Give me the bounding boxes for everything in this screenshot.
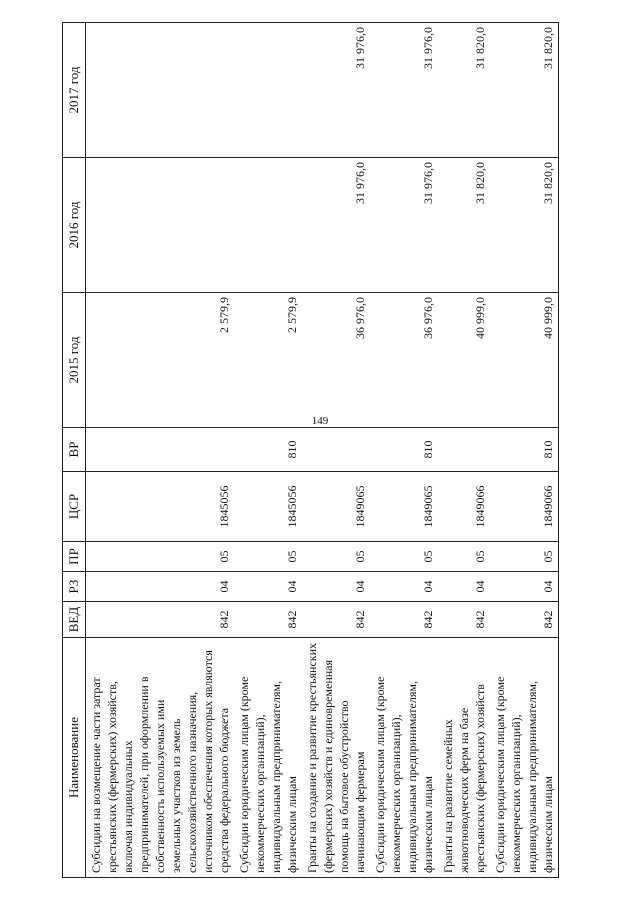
row-2015: 40 999,0 <box>438 293 490 428</box>
row-name-cell <box>86 638 235 878</box>
row-pr: 05 <box>370 542 438 572</box>
row-vr: 810 <box>234 428 302 472</box>
row-2017 <box>234 23 302 158</box>
budget-table <box>62 22 559 878</box>
header-csr: ЦСР <box>63 472 86 542</box>
row-pr: 05 <box>490 542 559 572</box>
table-row <box>86 23 235 878</box>
row-ved: 842 <box>370 602 438 638</box>
header-ved: ВЕД <box>63 602 86 638</box>
row-name-cell <box>302 638 370 878</box>
row-name: Субсидии юридическим лицам (кроме некоммерческих организаций), индивидуальным предпринимателям, физическим лицам <box>373 676 435 873</box>
row-2015: 36 976,0 <box>302 293 370 428</box>
row-name-cell <box>234 638 302 878</box>
row-name-cell <box>438 638 490 878</box>
header-2017: 2017 год <box>63 23 86 158</box>
header-rz: РЗ <box>63 572 86 602</box>
row-ved: 842 <box>302 602 370 638</box>
row-2017: 31 976,0 <box>302 23 370 158</box>
row-2017: 31 976,0 <box>370 23 438 158</box>
row-2015: 36 976,0 <box>370 293 438 428</box>
header-vr: ВР <box>63 428 86 472</box>
row-vr <box>438 428 490 472</box>
row-rz: 04 <box>438 572 490 602</box>
row-csr: 1849065 <box>302 472 370 542</box>
table-row <box>234 23 302 878</box>
row-ved: 842 <box>490 602 559 638</box>
row-name-cell <box>370 638 438 878</box>
page-number: 149 <box>311 415 329 427</box>
row-2016: 31 976,0 <box>302 158 370 293</box>
row-csr: 1849065 <box>370 472 438 542</box>
row-pr: 05 <box>302 542 370 572</box>
row-name: Гранты на создание и развитие крестьянских (фермерских) хозяйств и единовременная помощь на бытовое обустройство начинающим фермерам <box>305 642 367 873</box>
row-name: Субсидии юридическим лицам (кроме некоммерческих организаций), индивидуальным предпринимателям, физическим лицам <box>237 676 299 873</box>
row-name: Гранты на развитие семейных животноводческих ферм на базе крестьянских (фермерских) хозяйств <box>441 684 487 873</box>
row-2015: 2 579,9 <box>234 293 302 428</box>
row-2016: 31 976,0 <box>370 158 438 293</box>
table-row <box>438 23 490 878</box>
header-pr: ПР <box>63 542 86 572</box>
row-vr: 810 <box>490 428 559 472</box>
table-row <box>490 23 559 878</box>
row-pr: 05 <box>234 542 302 572</box>
row-rz: 04 <box>490 572 559 602</box>
row-vr: 810 <box>370 428 438 472</box>
table-row <box>370 23 438 878</box>
row-vr <box>86 428 235 472</box>
row-2017 <box>86 23 235 158</box>
row-rz: 04 <box>86 572 235 602</box>
row-2016 <box>86 158 235 293</box>
header-name: Наименование <box>63 638 86 878</box>
row-2016 <box>234 158 302 293</box>
row-ved: 842 <box>234 602 302 638</box>
row-name: Субсидии на возмещение части затрат крестьянских (фермерских) хозяйств, включая индивидуальных предпринимателей, при оформлении в собственность используемых ими земельных участков из земель сельскохозяйственного назначения, источником обеспечения которых являются средства федерального бюджета <box>89 650 231 873</box>
rotated-table-wrapper <box>62 23 572 878</box>
row-2017: 31 820,0 <box>438 23 490 158</box>
row-pr: 05 <box>438 542 490 572</box>
row-2015: 2 579,9 <box>86 293 235 428</box>
table-row <box>302 23 370 878</box>
header-2016: 2016 год <box>63 158 86 293</box>
header-2015: 2015 год <box>63 293 86 428</box>
table-header-row <box>63 23 86 878</box>
row-rz: 04 <box>302 572 370 602</box>
row-csr: 1849066 <box>438 472 490 542</box>
row-ved: 842 <box>86 602 235 638</box>
row-rz: 04 <box>234 572 302 602</box>
row-pr: 05 <box>86 542 235 572</box>
row-name: Субсидии юридическим лицам (кроме некоммерческих организаций), индивидуальным предпринимателям, физическим лицам <box>493 676 555 873</box>
row-rz: 04 <box>370 572 438 602</box>
row-2016: 31 820,0 <box>438 158 490 293</box>
row-csr: 1849066 <box>490 472 559 542</box>
row-2015: 40 999,0 <box>490 293 559 428</box>
row-ved: 842 <box>438 602 490 638</box>
row-name-cell <box>490 638 559 878</box>
row-csr: 1845056 <box>234 472 302 542</box>
row-2016: 31 820,0 <box>490 158 559 293</box>
row-2017: 31 820,0 <box>490 23 559 158</box>
row-vr <box>302 428 370 472</box>
row-csr: 1845056 <box>86 472 235 542</box>
